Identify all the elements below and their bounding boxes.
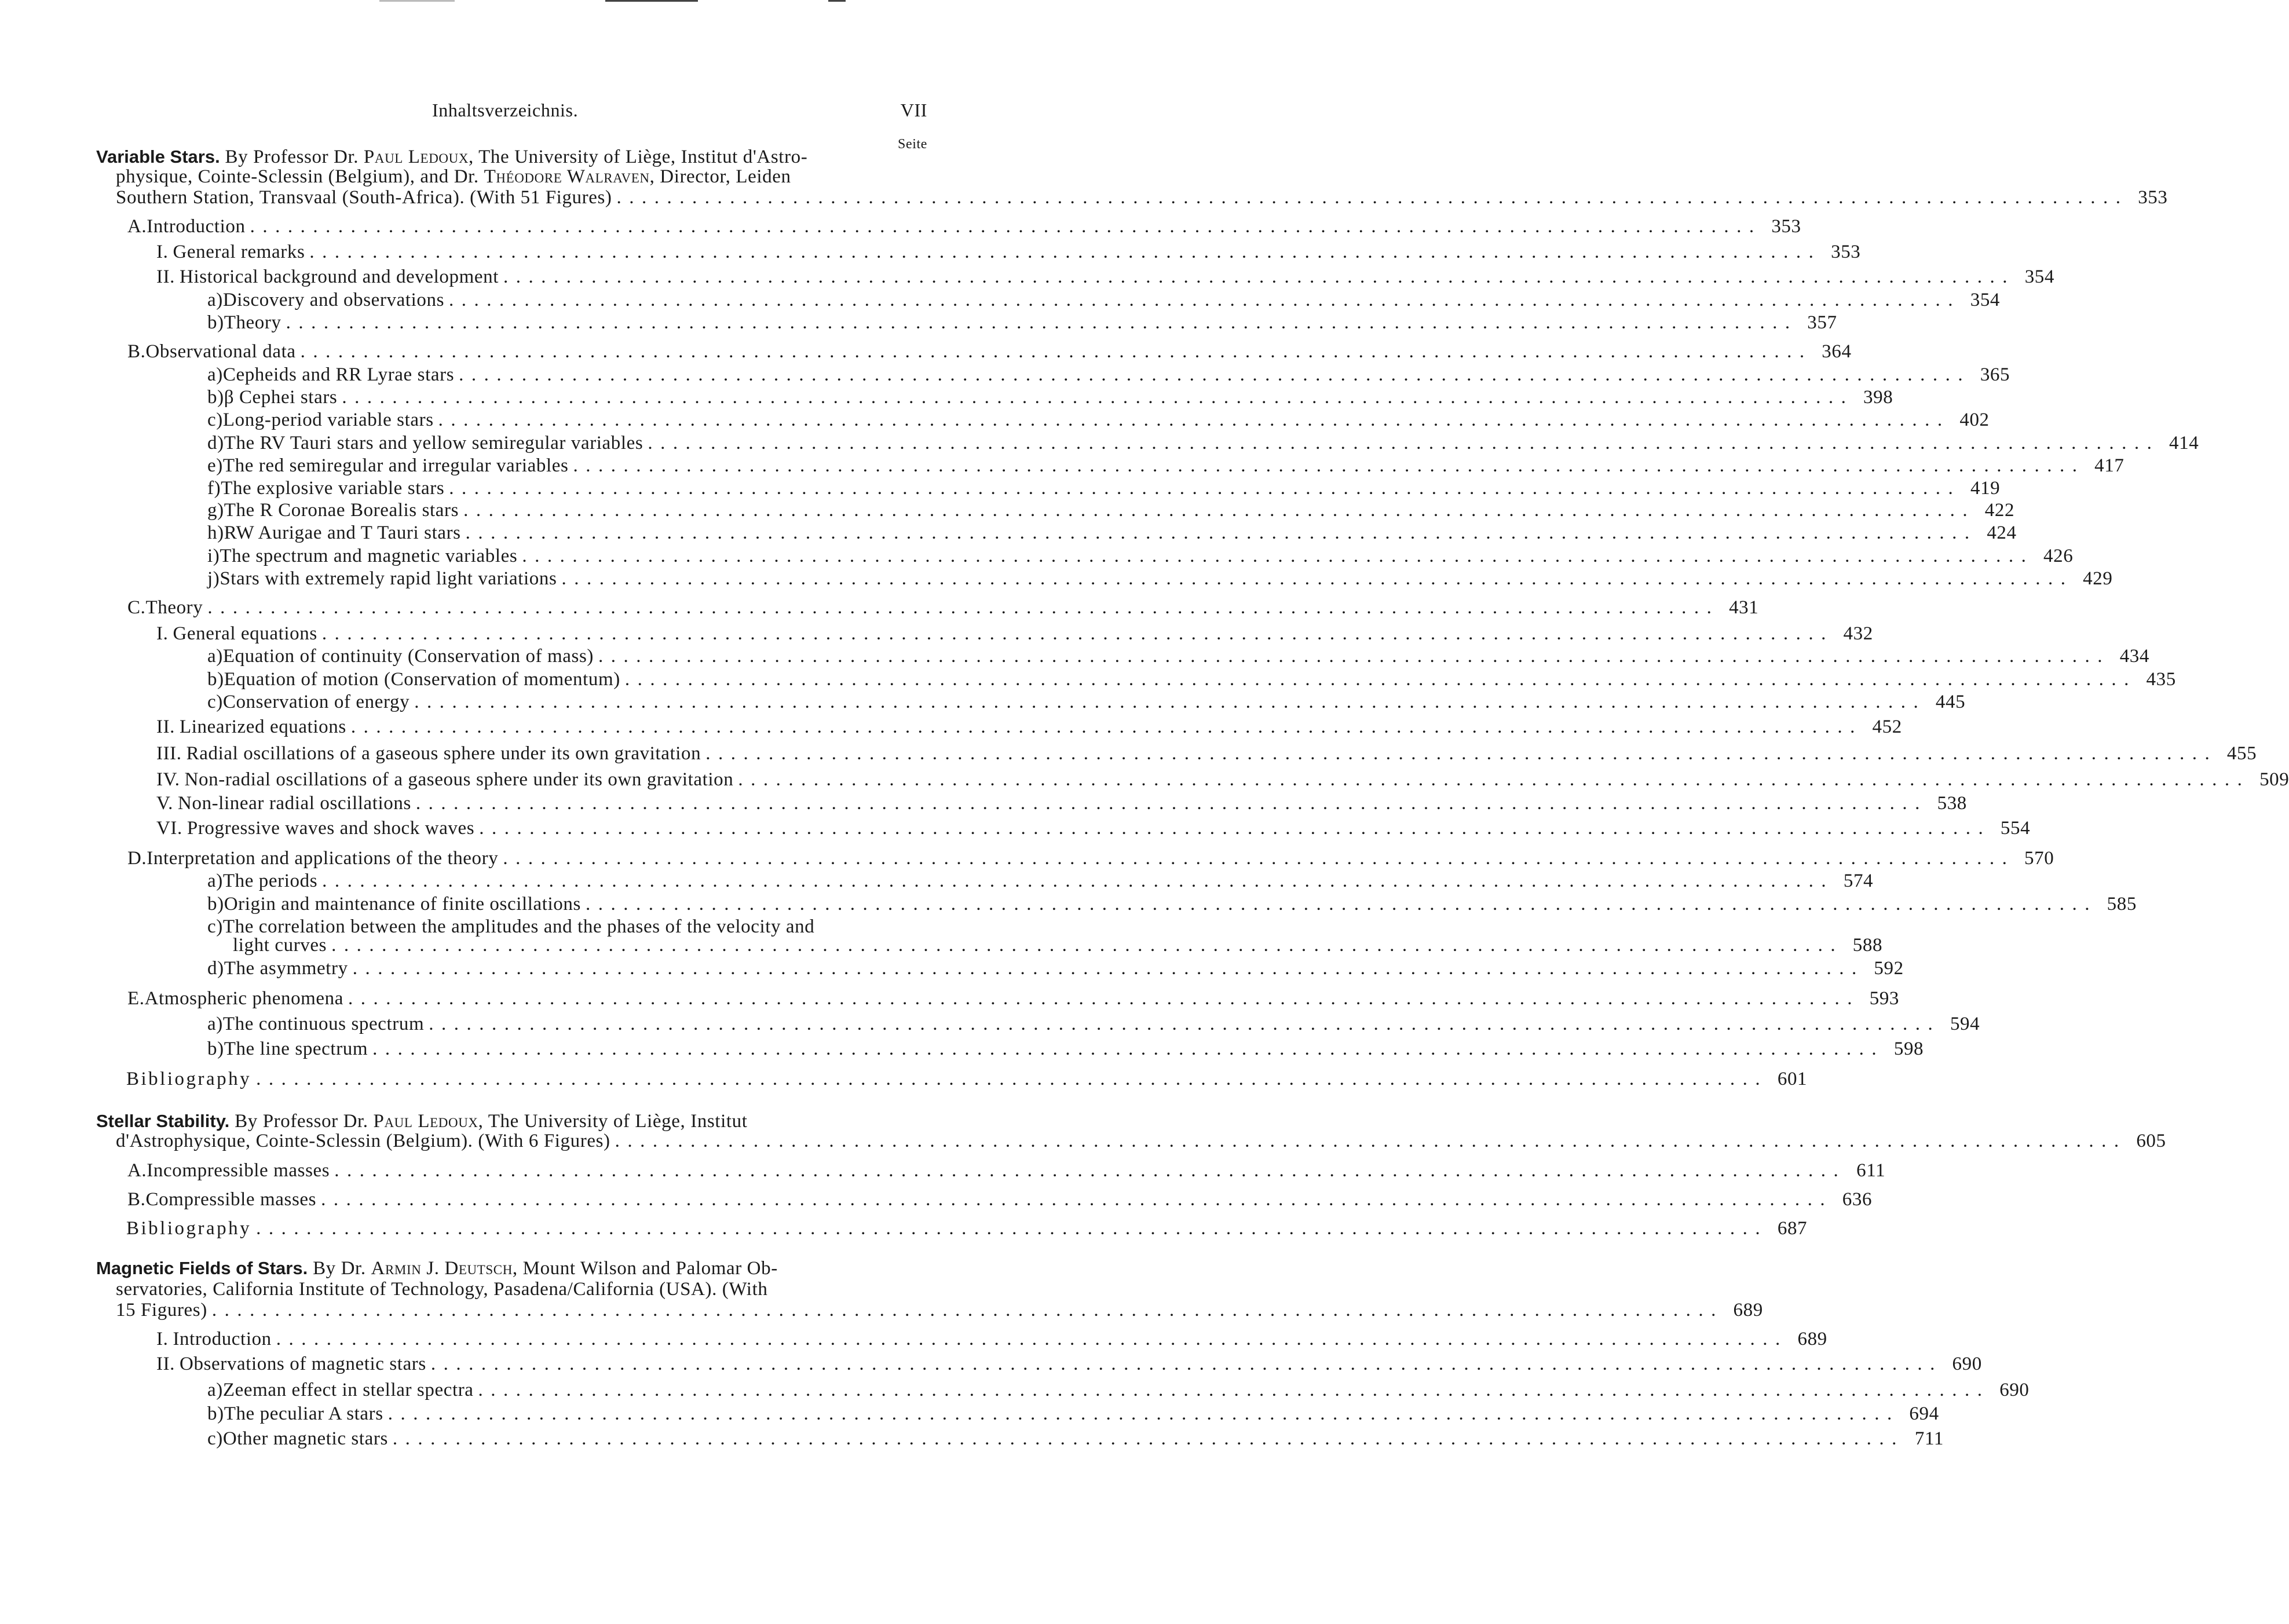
author-name: Paul Ledoux: [373, 1111, 478, 1132]
entry-label: III.: [156, 743, 182, 764]
section-heading-text: J.: [421, 1258, 445, 1279]
dot-leader: ........................................................................................................................: [322, 870, 1834, 891]
toc-entry[interactable]: [127, 597, 1759, 620]
entry-title: The spectrum and magnetic variables: [220, 546, 518, 566]
toc-entry[interactable]: [156, 242, 1861, 265]
entry-label: b): [207, 387, 224, 408]
dot-leader: ........................................................................................................................: [352, 958, 1864, 979]
toc-entry[interactable]: [207, 522, 2017, 546]
section-heading-line: [96, 1258, 884, 1279]
entry-label: b): [207, 312, 224, 333]
toc-entry[interactable]: [207, 500, 2015, 523]
entry-title: The asymmetry: [224, 958, 348, 979]
page-ref: 690: [1952, 1354, 1982, 1374]
toc-entry[interactable]: [156, 266, 2054, 290]
entry-label: B.: [127, 1189, 146, 1210]
section-heading-text: , The University of Liège, Institut d'Astro-: [469, 147, 808, 167]
section-heading-text: By Dr.: [313, 1258, 371, 1279]
dot-leader: ........................................................................................................................: [648, 433, 2160, 453]
entry-label: j): [207, 568, 220, 589]
section-heading-line: [116, 1300, 1763, 1323]
page-ref: 414: [2169, 433, 2199, 453]
entry-label: B.: [127, 341, 146, 362]
entry-title: Other magnetic stars: [222, 1428, 388, 1449]
dot-leader: ........................................................................................................................: [334, 1160, 1846, 1181]
dot-leader: ........................................................................................................................: [415, 793, 1928, 814]
author-name: Théodore Walraven: [484, 166, 650, 187]
entry-title: The correlation between the amplitudes and the phases of the velocity and: [222, 916, 815, 937]
entry-title: Historical background and development: [180, 266, 499, 287]
dot-leader: ........................................................................................................................: [348, 988, 1860, 1009]
dot-leader: ........................................................................................................................: [256, 1218, 1768, 1239]
author-name: Deutsch: [444, 1258, 513, 1279]
entry-label: d): [207, 958, 224, 979]
entry-label: a): [207, 1380, 223, 1400]
entry-label: a): [207, 646, 223, 667]
toc-entry[interactable]: [207, 387, 1893, 410]
toc-entry[interactable]: [207, 1380, 2030, 1403]
page-ref: 509: [2259, 769, 2289, 790]
dot-leader: ........................................................................................................................: [503, 848, 2015, 869]
entry-label: II.: [156, 716, 175, 737]
entry-label: a): [207, 364, 223, 385]
entry-label: I.: [156, 242, 169, 262]
entry-label: II.: [156, 1354, 175, 1374]
page-ref: 598: [1893, 1038, 1924, 1059]
entry-title: β Cephei stars: [224, 387, 338, 408]
toc-entry[interactable]: [127, 1189, 1873, 1212]
dot-leader: ........................................................................................................................: [449, 290, 1961, 310]
entry-label: g): [207, 500, 224, 521]
entry-title: The explosive variable stars: [221, 478, 445, 499]
dot-leader: ........................................................................................................................: [522, 546, 2034, 566]
dot-leader: ........................................................................................................................: [479, 818, 1991, 839]
page-ref: 690: [1999, 1380, 2030, 1400]
dot-leader: ........................................................................................................................: [573, 455, 2085, 476]
toc-entry[interactable]: [207, 870, 1874, 894]
page-ref: 574: [1843, 870, 1874, 891]
section-heading-line: [116, 1279, 884, 1300]
dot-leader: ........................................................................................................................: [342, 387, 1854, 408]
page-ref: 424: [1987, 522, 2017, 543]
dot-leader: ........................................................................................................................: [321, 1189, 1833, 1210]
section-title: Magnetic Fields of Stars.: [96, 1258, 308, 1278]
section-heading-text: By Professor Dr.: [225, 147, 364, 167]
page-ref: 689: [1733, 1300, 1763, 1321]
toc-entry[interactable]: [156, 818, 2031, 841]
page-ref: 554: [2000, 818, 2031, 839]
dot-leader: ........................................................................................................................: [561, 568, 2074, 589]
toc-entry[interactable]: [207, 478, 2001, 501]
dot-leader: ........................................................................................................................: [392, 1428, 1904, 1449]
entry-title: Conservation of energy: [222, 692, 410, 712]
entry-title: Observational data: [145, 341, 296, 362]
page-ref: 419: [1970, 478, 2001, 499]
entry-title: Zeeman effect in stellar spectra: [222, 1380, 474, 1400]
toc-entry[interactable]: [207, 290, 2001, 313]
entry-title: Bibliography: [126, 1218, 252, 1239]
entry-label: I.: [156, 623, 169, 644]
entry-title: RW Aurigae and T Tauri stars: [224, 522, 461, 543]
toc-entry[interactable]: [126, 1069, 1808, 1092]
entry-label: a): [207, 290, 223, 310]
entry-title: General equations: [173, 623, 317, 644]
dot-leader: ........................................................................................................................: [478, 1380, 1990, 1400]
scan-artifact: [379, 0, 455, 2]
entry-label: i): [207, 546, 220, 566]
seite-label: Seite: [898, 137, 927, 152]
entry-label: IV.: [156, 769, 180, 790]
dot-leader: ........................................................................................................................: [250, 216, 1762, 237]
entry-label: I.: [156, 1329, 169, 1349]
toc-entry[interactable]: [207, 409, 1990, 433]
entry-label: f): [207, 478, 221, 499]
entry-label: A.: [127, 1160, 147, 1181]
entry-title: Introduction: [173, 1329, 272, 1349]
page-ref: 402: [1959, 409, 1990, 430]
toc-entry[interactable]: [207, 692, 1966, 715]
running-header: Inhaltsverzeichnis.: [432, 100, 579, 120]
dot-leader: ........................................................................................................................: [309, 242, 1822, 262]
author-name: Paul Ledoux: [363, 147, 469, 167]
entry-label: h): [207, 522, 224, 543]
section-heading-text: d'Astrophysique, Cointe-Sclessin (Belgium). (With 6 Figures): [116, 1131, 610, 1151]
section-heading-line: [116, 166, 884, 188]
page-ref: 354: [2024, 266, 2054, 287]
page-ref: 636: [1842, 1189, 1873, 1210]
page-ref: 594: [1950, 1014, 1980, 1034]
page-ref: 354: [1970, 290, 2001, 310]
toc-entry[interactable]: [207, 646, 2149, 669]
page-ref: 445: [1935, 692, 1966, 712]
page-ref: 431: [1729, 597, 1759, 618]
dot-leader: ........................................................................................................................: [207, 597, 1720, 618]
entry-title: Compressible masses: [145, 1189, 317, 1210]
toc-entry[interactable]: [207, 546, 2074, 569]
dot-leader: ........................................................................................................................: [438, 409, 1950, 430]
page-number: VII: [900, 100, 927, 120]
entry-title: Equation of motion (Conservation of momentum): [224, 669, 620, 690]
toc-entry[interactable]: [207, 568, 2113, 591]
entry-label: c): [207, 1428, 223, 1449]
page-ref: 353: [2138, 187, 2168, 208]
dot-leader: ........................................................................................................................: [615, 1131, 2127, 1151]
dot-leader: ........................................................................................................................: [387, 1403, 1900, 1424]
toc-entry[interactable]: [207, 1403, 1939, 1427]
page-ref: 434: [2119, 646, 2149, 667]
toc-entry[interactable]: [207, 958, 1904, 981]
page-ref: 585: [2107, 894, 2137, 915]
section-heading-text: 15 Figures): [116, 1300, 207, 1321]
dot-leader: ........................................................................................................................: [429, 1014, 1941, 1034]
toc-entry[interactable]: [156, 743, 2257, 766]
entry-title: Observations of magnetic stars: [180, 1354, 426, 1374]
toc-entry[interactable]: [207, 669, 2176, 692]
dot-leader: ........................................................................................................................: [331, 935, 1844, 956]
page-ref: 365: [1980, 364, 2010, 385]
entry-title: Theory: [145, 597, 203, 618]
page-ref: 694: [1909, 1403, 1939, 1424]
entry-title: General remarks: [173, 242, 305, 262]
entry-title: Progressive waves and shock waves: [187, 818, 475, 839]
entry-label: b): [207, 1403, 224, 1424]
entry-label: VI.: [156, 818, 182, 839]
section-heading-line: [96, 147, 884, 168]
dot-leader: ........................................................................................................................: [465, 522, 1977, 543]
toc-entry[interactable]: [156, 1329, 1827, 1352]
page-ref: 364: [1822, 341, 1852, 362]
entry-title: The continuous spectrum: [222, 1014, 425, 1034]
dot-leader: ........................................................................................................................: [350, 716, 1863, 737]
page-ref: 588: [1852, 935, 1883, 956]
entry-title: Non-radial oscillations of a gaseous sphere under its own gravitation: [184, 769, 734, 790]
section-heading-text: , The University of Liège, Institut: [478, 1111, 748, 1132]
page-ref: 398: [1863, 387, 1893, 408]
entry-label: D.: [127, 848, 147, 869]
entry-title: The R Coronae Borealis stars: [224, 500, 459, 521]
toc-entry[interactable]: [156, 793, 1967, 816]
entry-label: b): [207, 669, 224, 690]
entry-title: Bibliography: [126, 1069, 252, 1089]
entry-title: Stars with extremely rapid light variations: [220, 568, 557, 589]
dot-leader: ........................................................................................................................: [463, 500, 1976, 521]
page-ref: 593: [1869, 988, 1900, 1009]
entry-label: c): [207, 916, 223, 937]
scan-artifact: [605, 0, 698, 2]
dot-leader: ........................................................................................................................: [598, 646, 2110, 667]
dot-leader: ........................................................................................................................: [705, 743, 2218, 764]
page-ref: 426: [2043, 546, 2074, 566]
page-ref: 687: [1777, 1218, 1808, 1239]
dot-leader: ........................................................................................................................: [372, 1038, 1885, 1059]
section-heading-text: Southern Station, Transvaal (South-Africa). (With 51 Figures): [116, 187, 612, 208]
toc-entry[interactable]: [126, 1218, 1808, 1241]
section-heading-line: [116, 187, 2168, 210]
dot-leader: ........................................................................................................................: [300, 341, 1812, 362]
dot-leader: ........................................................................................................................: [430, 1354, 1943, 1374]
dot-leader: ........................................................................................................................: [276, 1329, 1788, 1349]
dot-leader: ........................................................................................................................: [738, 769, 2250, 790]
entry-title-continued: light curves: [233, 935, 327, 956]
author-name: Armin: [371, 1258, 422, 1279]
entry-title: Origin and maintenance of finite oscillations: [224, 894, 581, 915]
toc-entry[interactable]: [127, 216, 1801, 239]
entry-title: Long-period variable stars: [222, 409, 434, 430]
dot-leader: ........................................................................................................................: [616, 187, 2129, 208]
toc-entry[interactable]: [207, 433, 2199, 456]
page-ref: 429: [2083, 568, 2113, 589]
entry-label: V.: [156, 793, 174, 814]
entry-title: Incompressible masses: [147, 1160, 330, 1181]
entry-title: Radial oscillations of a gaseous sphere under its own gravitation: [186, 743, 701, 764]
dot-leader: ........................................................................................................................: [449, 478, 1961, 499]
toc-entry[interactable]: [156, 1354, 1982, 1377]
dot-leader: ........................................................................................................................: [256, 1069, 1768, 1089]
entry-title: Atmospheric phenomena: [144, 988, 344, 1009]
entry-title: Discovery and observations: [222, 290, 445, 310]
page-ref: 689: [1797, 1329, 1827, 1349]
page-ref: 601: [1777, 1069, 1808, 1089]
entry-label: E.: [127, 988, 145, 1009]
page-ref: 353: [1831, 242, 1861, 262]
dot-leader: ........................................................................................................................: [459, 364, 1971, 385]
toc-entry[interactable]: [127, 1160, 1886, 1183]
entry-label: c): [207, 692, 223, 712]
page-ref: 538: [1937, 793, 1967, 814]
page-ref: 592: [1874, 958, 1904, 979]
page-ref: 417: [2094, 455, 2125, 476]
entry-title: Equation of continuity (Conservation of mass): [222, 646, 594, 667]
page-ref: 611: [1856, 1160, 1886, 1181]
section-heading-text: physique, Cointe-Sclessin (Belgium), and Dr.: [116, 166, 484, 187]
toc-entry[interactable]: [156, 716, 1902, 740]
section-heading-line: [96, 1111, 884, 1132]
toc-entry[interactable]: [207, 894, 2137, 917]
dot-leader: ........................................................................................................................: [414, 692, 1926, 712]
section-title: Stellar Stability.: [96, 1111, 230, 1131]
dot-leader: ........................................................................................................................: [503, 266, 2015, 287]
entry-title: Non-linear radial oscillations: [178, 793, 411, 814]
section-heading-text: servatories, California Institute of Technology, Pasadena/California (USA). (With: [116, 1279, 768, 1300]
section-heading-text: By Professor Dr.: [235, 1111, 374, 1132]
entry-label: e): [207, 455, 223, 476]
section-heading-text: , Director, Leiden: [649, 166, 791, 187]
dot-leader: ........................................................................................................................: [624, 669, 2137, 690]
entry-title: Linearized equations: [180, 716, 346, 737]
entry-label: a): [207, 1014, 223, 1034]
toc-entry[interactable]: [207, 455, 2125, 478]
entry-title: Theory: [224, 312, 281, 333]
entry-label: b): [207, 894, 224, 915]
page-ref: 455: [2226, 743, 2257, 764]
toc-entry[interactable]: [127, 988, 1900, 1011]
section-heading-line: [116, 1131, 2166, 1154]
toc-entry[interactable]: [207, 364, 2010, 387]
toc-entry[interactable]: [156, 769, 2289, 792]
entry-title: Introduction: [147, 216, 246, 237]
dot-leader: ........................................................................................................................: [321, 623, 1834, 644]
entry-label: a): [207, 870, 223, 891]
entry-title: The RV Tauri stars and yellow semiregular variables: [224, 433, 643, 453]
dot-leader: ........................................................................................................................: [286, 312, 1798, 333]
entry-label: II.: [156, 266, 175, 287]
toc-entry[interactable]: [233, 935, 1883, 958]
entry-title: The red semiregular and irregular variables: [222, 455, 569, 476]
section-title: Variable Stars.: [96, 147, 220, 167]
page-ref: 711: [1914, 1428, 1944, 1449]
toc-entry[interactable]: [207, 1038, 1924, 1062]
entry-label: C.: [127, 597, 146, 618]
page-ref: 357: [1807, 312, 1837, 333]
entry-title: The periods: [222, 870, 318, 891]
page-ref: 452: [1872, 716, 1902, 737]
entry-label: d): [207, 433, 224, 453]
dot-leader: ........................................................................................................................: [585, 894, 2097, 915]
entry-title: Interpretation and applications of the theory: [147, 848, 499, 869]
page-ref: 435: [2146, 669, 2176, 690]
page-ref: 605: [2136, 1131, 2166, 1151]
entry-title: Cepheids and RR Lyrae stars: [222, 364, 455, 385]
scan-artifact: [828, 0, 846, 2]
entry-label: A.: [127, 216, 147, 237]
section-heading-text: , Mount Wilson and Palomar Ob-: [512, 1258, 778, 1279]
page-ref: 432: [1843, 623, 1873, 644]
dot-leader: ........................................................................................................................: [211, 1300, 1724, 1321]
page-ref: 422: [1984, 500, 2015, 521]
toc-entry[interactable]: [207, 1428, 1944, 1451]
toc-entry[interactable]: [207, 312, 1837, 335]
entry-title: The peculiar A stars: [224, 1403, 383, 1424]
toc-entry[interactable]: [156, 623, 1873, 646]
entry-title: The line spectrum: [224, 1038, 368, 1059]
toc-entry[interactable]: [127, 341, 1852, 364]
toc-entry[interactable]: [207, 1014, 1980, 1037]
toc-entry[interactable]: [127, 848, 2054, 871]
entry-label: b): [207, 1038, 224, 1059]
entry-label: c): [207, 409, 223, 430]
page-ref: 570: [2024, 848, 2054, 869]
page-ref: 353: [1771, 216, 1801, 237]
